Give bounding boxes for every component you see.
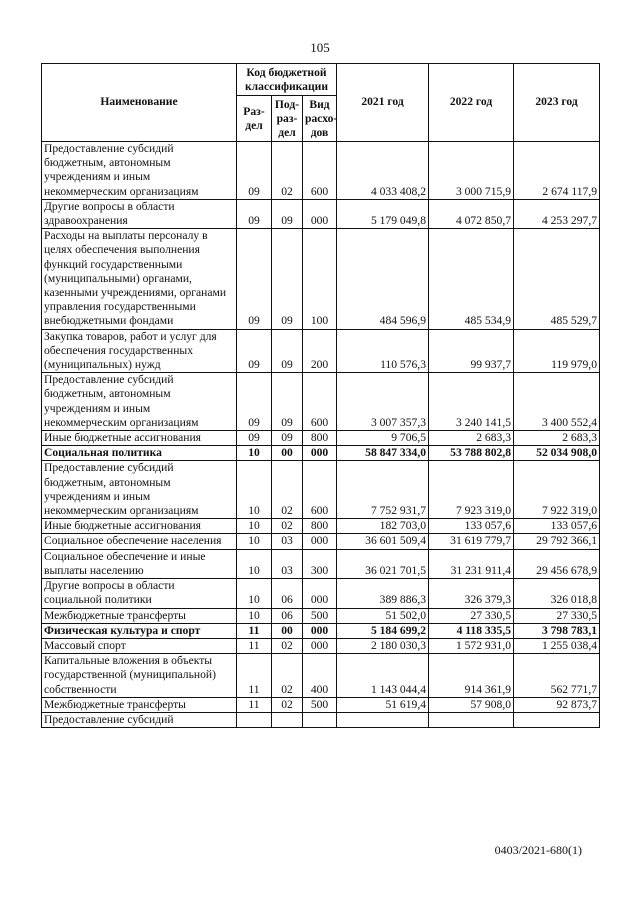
table-row <box>42 329 600 373</box>
row-value-2023: 485 529,7 <box>514 229 600 329</box>
row-value-2021: 7 752 931,7 <box>337 461 429 519</box>
row-name: Предоставление субсидий бюджетным, автономным учреждениям и иным некоммерческим организациям <box>42 461 237 519</box>
row-expense-type: 800 <box>303 431 337 446</box>
row-value-2022: 3 000 715,9 <box>429 142 514 200</box>
row-subsection: 02 <box>272 461 303 519</box>
row-expense-type: 000 <box>303 579 337 608</box>
row-subsection: 02 <box>272 142 303 200</box>
row-subsection: 03 <box>272 549 303 578</box>
header-2021: 2021 год <box>337 64 429 142</box>
row-name: Расходы на выплаты персоналу в целях обеспечения выполнения функций государственными (муниципальными) органами, казенными учреждениями, органами управления государственными внебюджетными фондами <box>42 229 237 329</box>
row-expense-type: 400 <box>303 654 337 698</box>
row-name: Предоставление субсидий бюджетным, автономным учреждениям и иным некоммерческим организациям <box>42 142 237 200</box>
row-subsection: 00 <box>272 446 303 461</box>
row-value-2023: 2 683,3 <box>514 431 600 446</box>
row-section: 11 <box>237 654 272 698</box>
row-value-2021: 182 703,0 <box>337 519 429 534</box>
row-expense-type: 800 <box>303 519 337 534</box>
row-expense-type: 000 <box>303 446 337 461</box>
row-value-2022: 4 072 850,7 <box>429 199 514 228</box>
row-section: 10 <box>237 461 272 519</box>
table-row <box>42 431 600 446</box>
row-subsection: 02 <box>272 654 303 698</box>
row-name: Межбюджетные трансферты <box>42 608 237 623</box>
header-2022: 2022 год <box>429 64 514 142</box>
table-row <box>42 199 600 228</box>
row-value-2021: 3 007 357,3 <box>337 373 429 431</box>
row-name: Социальное обеспечение и иные выплаты населению <box>42 549 237 578</box>
table-row <box>42 549 600 578</box>
row-value-2022: 99 937,7 <box>429 329 514 373</box>
row-name: Физическая культура и спорт <box>42 623 237 638</box>
row-section: 09 <box>237 431 272 446</box>
row-value-2021: 5 184 699,2 <box>337 623 429 638</box>
row-section: 10 <box>237 579 272 608</box>
row-subsection: 02 <box>272 697 303 712</box>
row-value-2023: 3 400 552,4 <box>514 373 600 431</box>
row-value-2021: 1 143 044,4 <box>337 654 429 698</box>
table-row <box>42 579 600 608</box>
row-section: 09 <box>237 142 272 200</box>
header-expense-type: Вид расхо-дов <box>303 96 337 142</box>
row-value-2022: 2 683,3 <box>429 431 514 446</box>
table-row <box>42 638 600 653</box>
row-name: Иные бюджетные ассигнования <box>42 519 237 534</box>
row-section: 10 <box>237 549 272 578</box>
table-row <box>42 697 600 712</box>
row-value-2021: 51 619,4 <box>337 697 429 712</box>
table-row <box>42 654 600 698</box>
row-value-2023: 27 330,5 <box>514 608 600 623</box>
row-section: 10 <box>237 608 272 623</box>
row-value-2021: 36 021 701,5 <box>337 549 429 578</box>
row-value-2023: 4 253 297,7 <box>514 199 600 228</box>
row-section: 11 <box>237 697 272 712</box>
header-code-group: Код бюджетной классификации <box>237 64 337 96</box>
row-value-2023: 92 873,7 <box>514 697 600 712</box>
row-subsection: 09 <box>272 199 303 228</box>
row-value-2023: 52 034 908,0 <box>514 446 600 461</box>
row-value-2021: 36 601 509,4 <box>337 534 429 549</box>
row-name: Социальное обеспечение населения <box>42 534 237 549</box>
row-expense-type: 000 <box>303 199 337 228</box>
row-value-2023: 133 057,6 <box>514 519 600 534</box>
page-number: 105 <box>310 40 330 55</box>
row-expense-type: 000 <box>303 638 337 653</box>
table-row <box>42 461 600 519</box>
row-subsection: 03 <box>272 534 303 549</box>
row-value-2021: 5 179 049,8 <box>337 199 429 228</box>
row-subsection: 02 <box>272 638 303 653</box>
row-value-2023 <box>514 712 600 727</box>
row-expense-type: 200 <box>303 329 337 373</box>
table-row <box>42 712 600 727</box>
row-name: Предоставление субсидий <box>42 712 237 727</box>
table-row <box>42 446 600 461</box>
row-subsection: 09 <box>272 229 303 329</box>
row-section: 10 <box>237 534 272 549</box>
row-value-2022: 1 572 931,0 <box>429 638 514 653</box>
row-value-2021 <box>337 712 429 727</box>
row-name: Капитальные вложения в объекты государственной (муниципальной) собственности <box>42 654 237 698</box>
row-value-2022: 31 619 779,7 <box>429 534 514 549</box>
row-value-2023: 1 255 038,4 <box>514 638 600 653</box>
row-expense-type <box>303 712 337 727</box>
table-row <box>42 519 600 534</box>
document-code: 0403/2021-680(1) <box>494 843 582 857</box>
row-value-2022: 7 923 319,0 <box>429 461 514 519</box>
row-name: Иные бюджетные ассигнования <box>42 431 237 446</box>
header-name: Наименование <box>42 64 237 142</box>
row-name: Другие вопросы в области здравоохранения <box>42 199 237 228</box>
row-section: 09 <box>237 229 272 329</box>
row-expense-type: 600 <box>303 142 337 200</box>
row-value-2023: 562 771,7 <box>514 654 600 698</box>
row-value-2022: 133 057,6 <box>429 519 514 534</box>
row-value-2022: 3 240 141,5 <box>429 373 514 431</box>
table-row <box>42 608 600 623</box>
row-value-2023: 7 922 319,0 <box>514 461 600 519</box>
row-value-2021: 484 596,9 <box>337 229 429 329</box>
row-name: Закупка товаров, работ и услуг для обеспечения государственных (муниципальных) нужд <box>42 329 237 373</box>
row-value-2022: 326 379,3 <box>429 579 514 608</box>
row-subsection <box>272 712 303 727</box>
row-value-2023: 29 792 366,1 <box>514 534 600 549</box>
header-subsection: Под-раз-дел <box>272 96 303 142</box>
row-value-2023: 119 979,0 <box>514 329 600 373</box>
row-value-2022: 485 534,9 <box>429 229 514 329</box>
table-row <box>42 623 600 638</box>
row-name: Другие вопросы в области социальной политики <box>42 579 237 608</box>
row-expense-type: 300 <box>303 549 337 578</box>
row-value-2022 <box>429 712 514 727</box>
row-value-2022: 914 361,9 <box>429 654 514 698</box>
row-value-2021: 9 706,5 <box>337 431 429 446</box>
row-value-2021: 110 576,3 <box>337 329 429 373</box>
row-expense-type: 100 <box>303 229 337 329</box>
row-subsection: 02 <box>272 519 303 534</box>
row-section: 09 <box>237 329 272 373</box>
row-subsection: 09 <box>272 373 303 431</box>
table-row <box>42 142 600 200</box>
row-name: Межбюджетные трансферты <box>42 697 237 712</box>
row-name: Предоставление субсидий бюджетным, автономным учреждениям и иным некоммерческим организациям <box>42 373 237 431</box>
header-2023: 2023 год <box>514 64 600 142</box>
row-value-2022: 53 788 802,8 <box>429 446 514 461</box>
row-section: 10 <box>237 519 272 534</box>
row-subsection: 06 <box>272 608 303 623</box>
row-value-2021: 389 886,3 <box>337 579 429 608</box>
row-subsection: 00 <box>272 623 303 638</box>
row-subsection: 09 <box>272 431 303 446</box>
table-row <box>42 229 600 329</box>
row-expense-type: 500 <box>303 697 337 712</box>
row-value-2023: 326 018,8 <box>514 579 600 608</box>
row-section <box>237 712 272 727</box>
row-section: 11 <box>237 638 272 653</box>
row-expense-type: 600 <box>303 461 337 519</box>
row-value-2023: 29 456 678,9 <box>514 549 600 578</box>
row-name: Социальная политика <box>42 446 237 461</box>
row-section: 09 <box>237 373 272 431</box>
table-body <box>42 142 600 728</box>
row-value-2023: 3 798 783,1 <box>514 623 600 638</box>
row-expense-type: 000 <box>303 534 337 549</box>
row-value-2021: 4 033 408,2 <box>337 142 429 200</box>
row-value-2021: 58 847 334,0 <box>337 446 429 461</box>
budget-table <box>41 63 600 728</box>
row-value-2022: 31 231 911,4 <box>429 549 514 578</box>
row-subsection: 06 <box>272 579 303 608</box>
row-subsection: 09 <box>272 329 303 373</box>
row-name: Массовый спорт <box>42 638 237 653</box>
row-expense-type: 000 <box>303 623 337 638</box>
row-value-2021: 51 502,0 <box>337 608 429 623</box>
row-value-2021: 2 180 030,3 <box>337 638 429 653</box>
row-value-2022: 27 330,5 <box>429 608 514 623</box>
table-row <box>42 534 600 549</box>
row-section: 09 <box>237 199 272 228</box>
row-expense-type: 500 <box>303 608 337 623</box>
table-row <box>42 373 600 431</box>
row-section: 11 <box>237 623 272 638</box>
row-value-2022: 57 908,0 <box>429 697 514 712</box>
row-section: 10 <box>237 446 272 461</box>
header-section: Раз-дел <box>237 96 272 142</box>
row-value-2023: 2 674 117,9 <box>514 142 600 200</box>
row-value-2022: 4 118 335,5 <box>429 623 514 638</box>
row-expense-type: 600 <box>303 373 337 431</box>
